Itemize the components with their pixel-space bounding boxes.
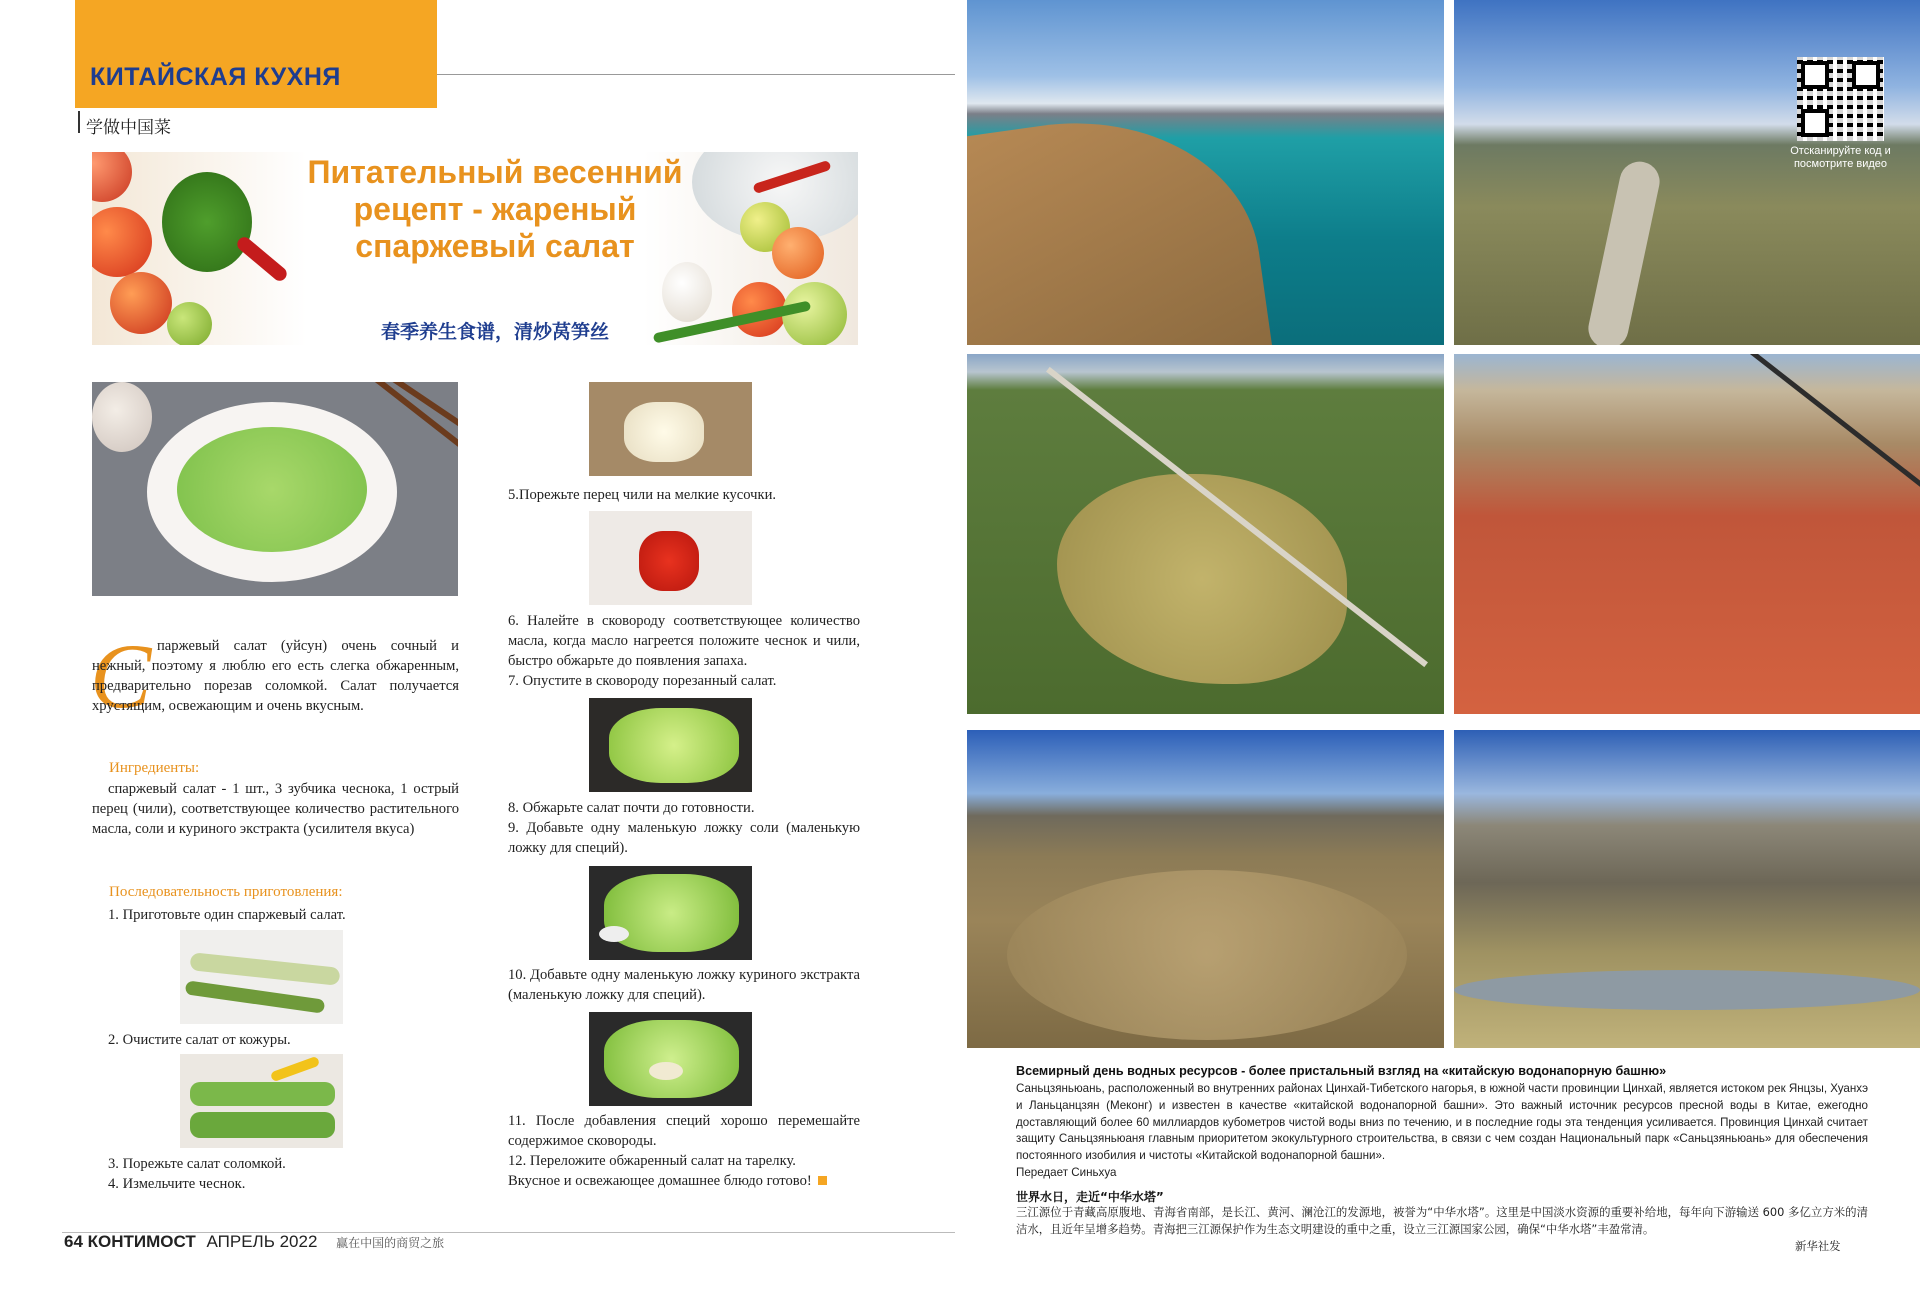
qr-caption: Отсканируйте код и посмотрите видео (1790, 145, 1891, 170)
red-river-photo (1454, 354, 1920, 714)
magazine-name: КОНТИМОСТ (87, 1232, 196, 1251)
tomato-illustration (92, 152, 132, 202)
end-mark (818, 1176, 827, 1185)
recipe-title: Питательный весенний рецепт - жареный спаржевый салат (307, 154, 683, 264)
parsley-illustration (162, 172, 252, 272)
closing-line (508, 1171, 827, 1191)
caption-title: Всемирный день водных ресурсов - более пристальный взгляд на «китайскую водонапорную башню» (1016, 1064, 1667, 1078)
wetland-lake-photo (967, 354, 1444, 714)
step-11: 11. После добавления специй хорошо перемешайте содержимое сковороды. (508, 1113, 860, 1149)
recipe-title-cn: 春季养生食谱，清炒莴笋丝 (380, 321, 609, 343)
step-7: 7. Опустите в сковороду порезанный салат. (508, 673, 777, 689)
step-4: 4. Измельчите чеснок. (108, 1176, 246, 1192)
chili-illustration (235, 234, 290, 283)
step-9: 9. Добавьте одну маленькую ложку соли (маленькую ложку для специй). (508, 820, 860, 856)
issue-date: АПРЕЛЬ 2022 (206, 1232, 318, 1251)
caption-source: Передает Синьхуа (1016, 1165, 1117, 1179)
step-2: 2. Очистите салат от кожуры. (108, 1032, 291, 1048)
closing-text: Вкусное и освежающее домашнее блюдо готово! (508, 1173, 812, 1189)
step-photo-lettuce (180, 930, 343, 1024)
footer-slogan-cn: 赢在中国的商贸之旅 (336, 1236, 445, 1250)
caption-cn-body: 三江源位于青藏高原腹地、青海省南部，是长江、黄河、澜沧江的发源地，被誉为“中华水塔”。这里是中国淡水资源的重要补给地，每年向下游输送 600 多亿立方米的清洁水，且近年呈增多趋势。青海把三江源保护作为生态文明建设的重中之重，设立三江源国家公园，确保“中华水塔”丰盈常清。 (1016, 1205, 1868, 1236)
caption-text: Саньцзяньюань, расположенный во внутренних районах Цинхай-Тибетского нагорья, в южной части провинции Цинхай, является истоком рек Янцзы, Хуанхэ и Ланьцанцзян (Меконг) и известен в качестве «китайской водонапорной башни». Это важный источник ресурсов пресной воды в Китае, ежегодно доставляющий более 60 миллиардов кубометров чистой воды вниз по течению, и в последние годы эта тенденция усиливается. Провинция Цинхай считает защиту Саньцзяньюаня главным приоритетом экокультурного строительства, в связи с чем создан Национальный парк «Саньцзяньюань» для обеспечения постоянного изобилия и чистоты «Китайской водонапорной башни». (1016, 1082, 1868, 1163)
step-3: 3. Порежьте салат соломкой. (108, 1156, 286, 1172)
plateau-river-photo (1454, 730, 1920, 1048)
finished-dish-photo (92, 382, 458, 596)
page-number: 64 (64, 1232, 83, 1251)
qr-code[interactable] (1797, 57, 1884, 141)
step-12: 12. Переложите обжаренный салат на тарелку. (508, 1153, 796, 1169)
method-heading: Последовательность приготовления: (109, 884, 343, 900)
step-1: 1. Приготовьте один спаржевый салат. (108, 907, 346, 923)
caption-body (1016, 1081, 1868, 1182)
tomato-illustration (110, 272, 172, 334)
caption-cn-title: 世界水日，走近“中华水塔” (1016, 1190, 1164, 1204)
step-photo-pan (589, 698, 752, 792)
caption-cn-source: 新华社发 (1795, 1239, 1841, 1253)
intro-paragraph (92, 636, 459, 716)
tomato-illustration (92, 207, 152, 277)
step-5: 5.Порежьте перец чили на мелкие кусочки. (508, 487, 777, 503)
section-title: КИТАЙСКАЯ КУХНЯ (90, 63, 341, 91)
section-subtitle-cn: 学做中国菜 (86, 118, 171, 138)
step-photo-salt (589, 866, 752, 960)
ingredients-text: спаржевый салат - 1 шт., 3 зубчика чеснока, 1 острый перец (чили), соответствующее количество растительного масла, соли и куриного экстракта (усилителя вкуса) (92, 781, 459, 837)
lime-illustration (167, 302, 212, 345)
header-rule (437, 74, 955, 75)
step-photo-extract (589, 1012, 752, 1106)
step-photo-garlic (589, 382, 752, 476)
mountain-river-photo (967, 730, 1444, 1048)
lake-aerial-photo (967, 0, 1444, 345)
garlic-illustration (662, 262, 712, 322)
river-valley-photo (1454, 0, 1920, 345)
step-10: 10. Добавьте одну маленькую ложку куриного экстракта (маленькую ложку для специй). (508, 967, 860, 1003)
intro-text: паржевый салат (уйсун) очень сочный и нежный, поэтому я люблю его есть слегка обжаренным, предварительно порезав соломкой. Салат получается хрустящим, освежающим и очень вкусным. (92, 638, 459, 714)
step-6: 6. Налейте в сковороду соответствующее количество масла, когда масло нагреется положите чеснок и чили, быстро обжарьте до появления запаха. (508, 613, 860, 669)
tomato-illustration (772, 227, 824, 279)
page-footer (64, 1232, 444, 1252)
step-photo-chili (589, 511, 752, 605)
intro-dropcap: С (90, 625, 152, 727)
ingredients-heading: Ингредиенты: (109, 760, 200, 776)
step-photo-peeling (180, 1054, 343, 1148)
step-8: 8. Обжарьте салат почти до готовности. (508, 800, 755, 816)
